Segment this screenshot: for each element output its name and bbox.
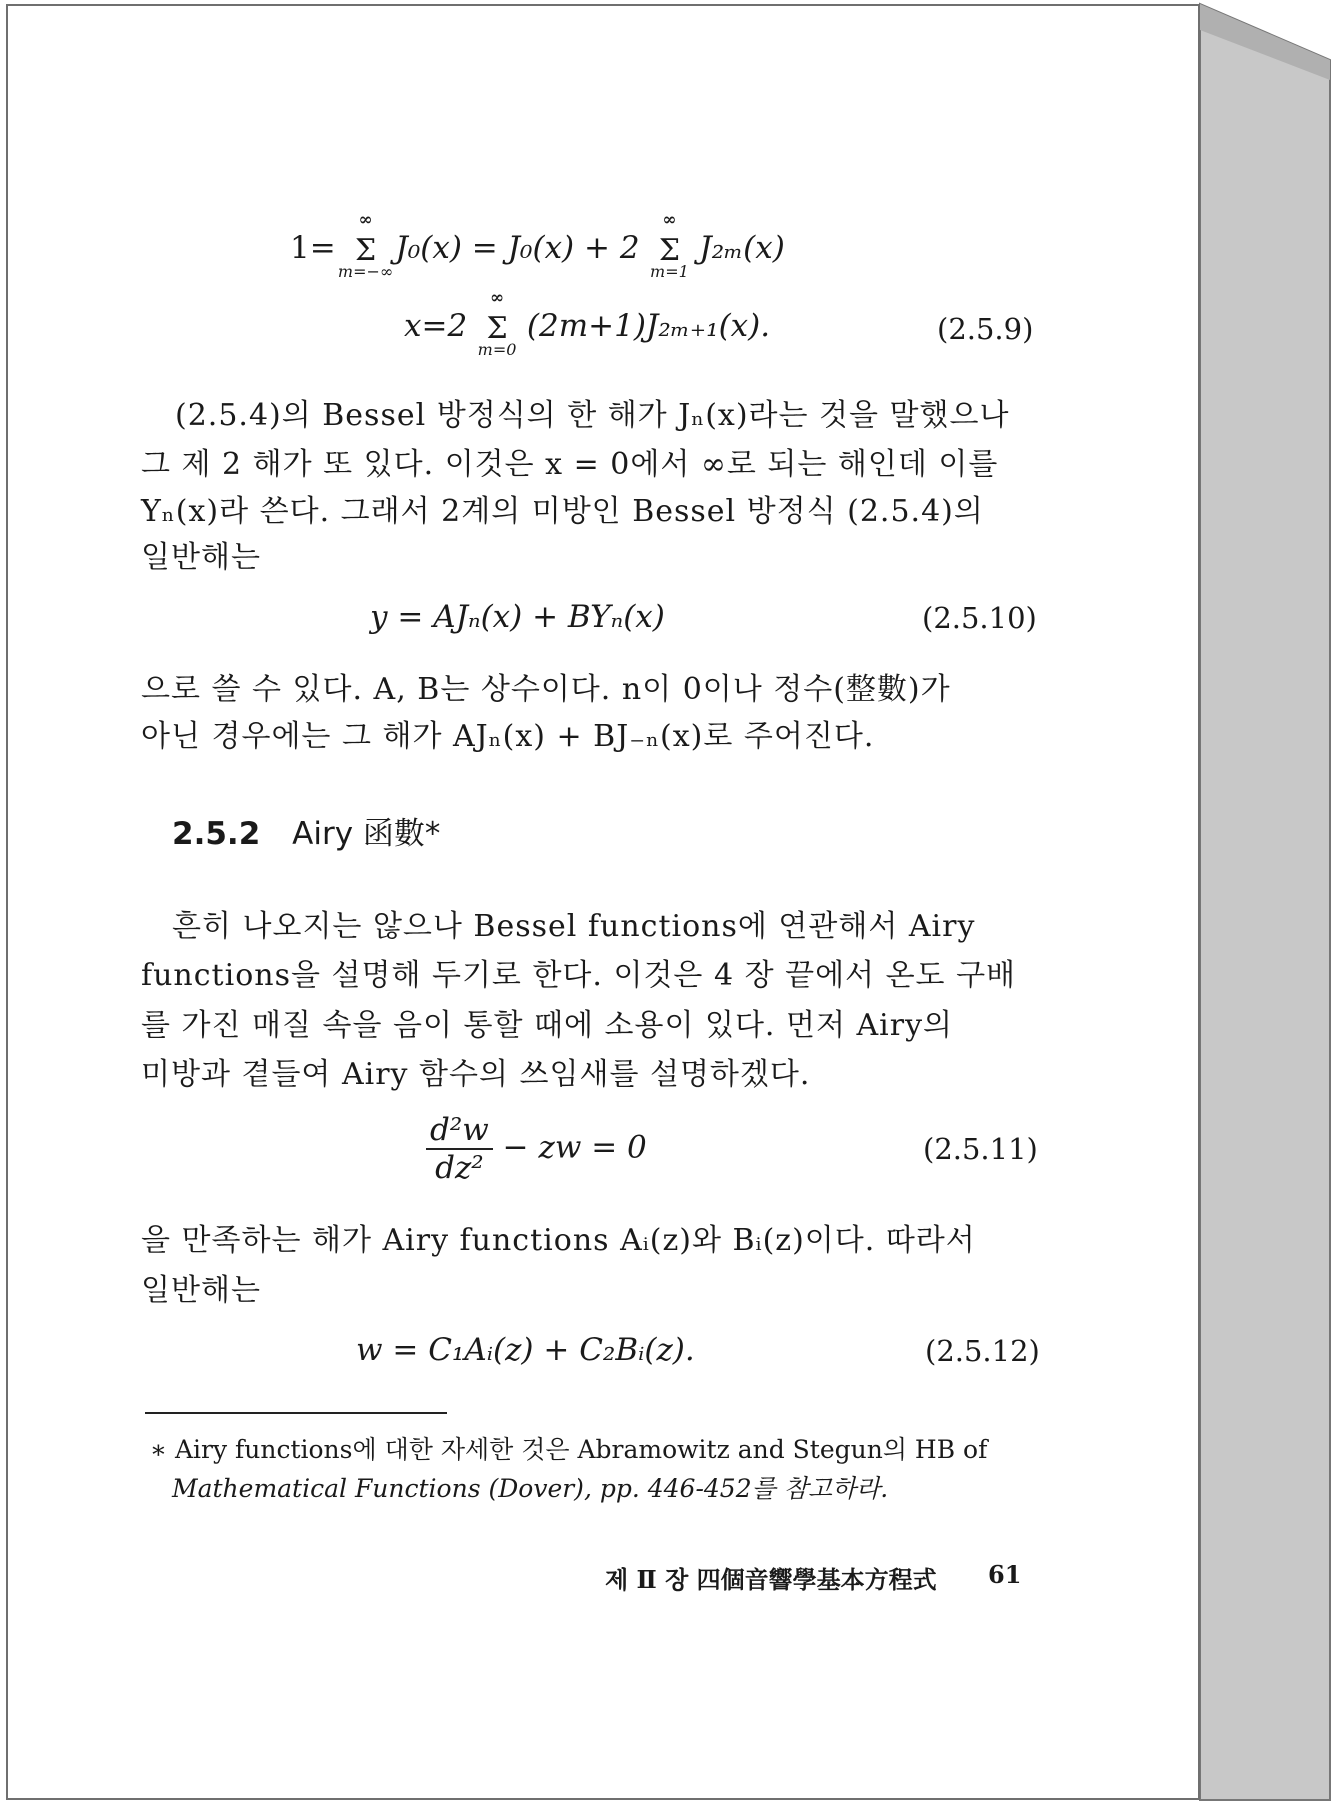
- paragraph-line: 을 만족하는 해가 Airy functions Aᵢ(z)와 Bᵢ(z)이다. 따라서: [141, 1223, 976, 1258]
- paragraph-line: 미방과 곁들여 Airy 함수의 쓰임새를 설명하겠다.: [141, 1057, 811, 1092]
- paragraph-line: 으로 쓸 수 있다. A, B는 상수이다. n이 0이나 정수(整數)가: [141, 672, 951, 707]
- summation-symbol: ∞ Σ m=−∞: [337, 209, 394, 281]
- equation-2-5-9-line2: x=2 ∞ Σ m=0 (2m+1)J₂ₘ₊₁(x).: [404, 287, 771, 359]
- equation-number: (2.5.9): [937, 312, 1034, 346]
- equation-2-5-9-line1: 1= ∞ Σ m=−∞ J₀(x) = J₀(x) + 2 ∞ Σ m=1 J₂ₘ(x): [290, 209, 785, 281]
- equation-2-5-10: y = AJₙ(x) + BYₙ(x): [370, 599, 665, 635]
- fraction: $\frac{\text{d²w}}{\text{dz²}}$: [426, 1112, 493, 1186]
- section-title: Airy 函數*: [292, 816, 441, 852]
- summation-symbol: ∞ Σ m=1: [650, 209, 689, 281]
- equation-number: (2.5.12): [925, 1334, 1040, 1368]
- footnote-line: Mathematical Functions (Dover), pp. 446-452를 참고하라.: [172, 1474, 889, 1503]
- paragraph-line: 아닌 경우에는 그 해가 AJₙ(x) + BJ₋ₙ(x)로 주어진다.: [141, 719, 875, 754]
- paragraph-line: 를 가진 매질 속을 음이 통할 때에 소용이 있다. 먼저 Airy의: [141, 1008, 954, 1043]
- equation-2-5-11: $\frac{\text{d²w}}{\text{dz²}}$ − zw = 0: [426, 1112, 647, 1186]
- equation-2-5-12: w = C₁Aᵢ(z) + C₂Bᵢ(z).: [356, 1332, 695, 1368]
- running-footer-chapter: 제 Ⅱ 장 四個音響學基本方程式: [605, 1565, 937, 1594]
- paragraph-line: functions을 설명해 두기로 한다. 이것은 4 장 끝에서 온도 구배: [141, 958, 1017, 993]
- equation-number: (2.5.10): [922, 601, 1037, 635]
- paragraph-line: 일반해는: [141, 540, 261, 575]
- page-number: 61: [988, 1560, 1022, 1589]
- equation-number: (2.5.11): [923, 1132, 1038, 1166]
- paragraph-line: 흔히 나오지는 않으나 Bessel functions에 연관해서 Airy: [172, 909, 976, 944]
- footnote-rule: [145, 1412, 447, 1414]
- paragraph-line: (2.5.4)의 Bessel 방정식의 한 해가 Jₙ(x)라는 것을 말했으나: [175, 398, 1010, 433]
- paragraph-line: 그 제 2 해가 또 있다. 이것은 x = 0에서 ∞로 되는 해인데 이를: [141, 447, 999, 482]
- section-number: 2.5.2: [172, 816, 261, 852]
- section-heading: [172, 808, 440, 853]
- paragraph-line: 일반해는: [141, 1273, 261, 1308]
- paragraph-line: Yₙ(x)라 쓴다. 그래서 2계의 미방인 Bessel 방정식 (2.5.4)의: [141, 494, 984, 529]
- summation-symbol: ∞ Σ m=0: [477, 287, 517, 359]
- footnote-line: ∗ Airy functions에 대한 자세한 것은 Abramowitz and Stegun의 HB of: [150, 1435, 988, 1464]
